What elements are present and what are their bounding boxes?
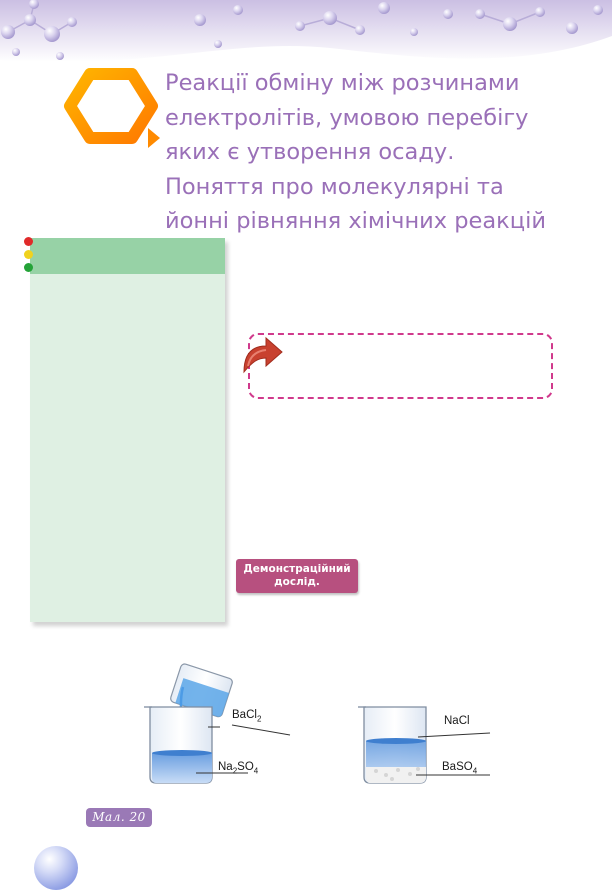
green-dot-icon	[24, 263, 33, 272]
label-baso4: BaSO$_4$	[442, 761, 478, 776]
side-note-panel-header	[30, 238, 225, 274]
figure-beakers	[120, 655, 500, 795]
curved-arrow-icon	[238, 334, 286, 376]
label-nacl: NaCl	[444, 715, 470, 727]
figure-caption: Мал. 20	[86, 808, 152, 827]
title-line-3: яких є утворення осаду.	[165, 139, 455, 165]
hexagon-arrow-icon	[52, 68, 162, 148]
title-line-2: електролітів, умовою перебігу	[165, 104, 529, 131]
title-line-5: йонні рівняння хімічних реакцій	[165, 208, 546, 234]
label-bacl2: BaCl$_2$	[232, 709, 262, 724]
yellow-dot-icon	[24, 250, 33, 259]
title-line-1: Реакції обміну між розчинами	[165, 70, 520, 96]
demo-button-line-2: дослід.	[274, 576, 320, 588]
page-number-ball-icon	[34, 846, 78, 890]
red-dot-icon	[24, 237, 33, 246]
title-line-4: Поняття про молекулярні та	[165, 173, 504, 200]
demo-button-line-1: Демонстраційний	[243, 563, 351, 575]
demo-experiment-button[interactable]	[236, 559, 358, 593]
side-note-panel	[30, 238, 225, 622]
label-na2so4: $Na_2SO_4$	[218, 761, 259, 776]
page-title	[165, 66, 605, 239]
callout-box	[248, 333, 553, 399]
